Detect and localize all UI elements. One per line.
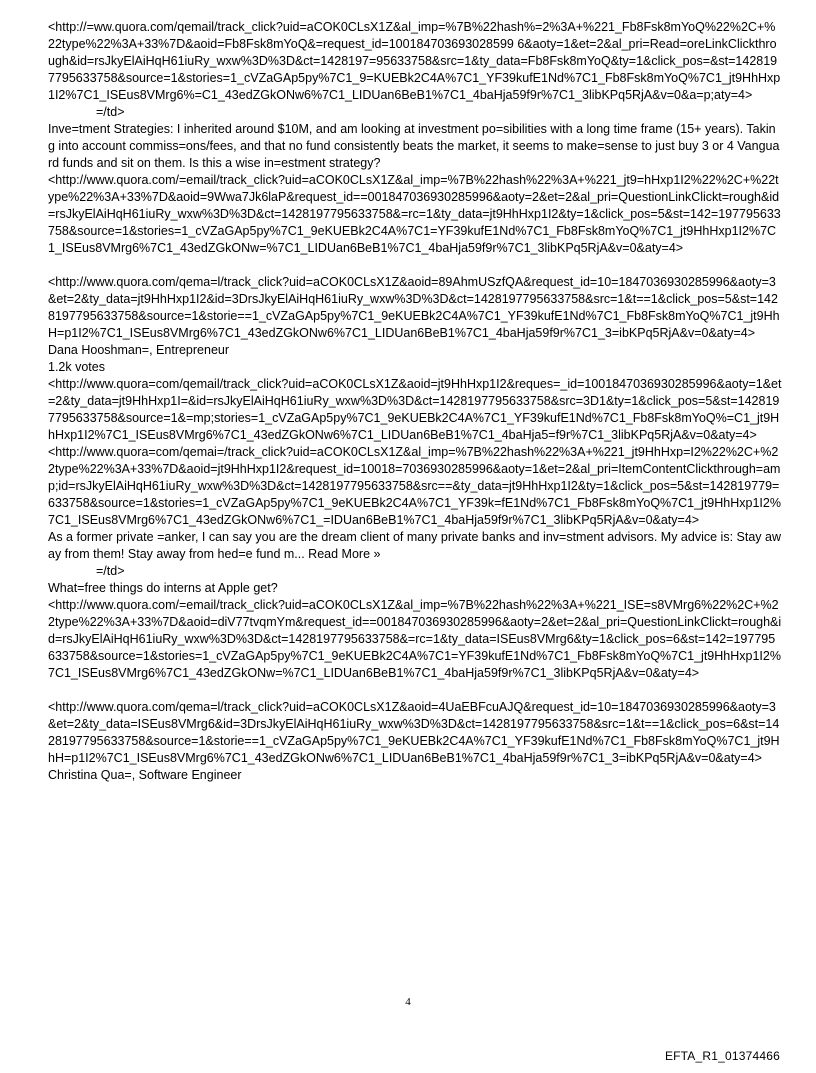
tracking-link[interactable]: <http://www.quora.com/qema=l/track_click?uid=aCOK0CLsX1Z&aoid=4UaEBFcuAJQ&request_id=10=1847036930285996&aoty=3&et=2&ty_data=ISEus8VMrg6&id=3DrsJkyElAiHqH61iuRy_wxw%3D%3D&ct=1428197795633758&src=1&t==1&click_pos=6&st=1428197795633758&source=1&storie==1_cVZaGAp5py%7C1_9eKUEBk2C4A%7C1_YF39kufE1Nd%7C1_Fb8Fsk8mYoQ%7C1_jt9HhH=p1I2%7C1_ISEus8VMrg6%7C1_43edZGkONw6%7C1_LIDUan6BeB1%7C1_4baHja59f9r%7C1_3=ibKPq5RjA&v=0&aty=4> — [48, 700, 780, 765]
answer-excerpt: As a former private =anker, I can say you are the dream client of many private banks and inv=stment advisors. My advice is: Stay away from them! Stay away from hed=e fund m... Read More » — [48, 530, 781, 561]
tracking-link[interactable]: <http://www.quora.com/qema=l/track_click?uid=aCOK0CLsX1Z&aoid=89AhmUSzfQA&request_id=10=1847036930285996&aoty=3&et=2&ty_data=jt9HhHxp1I2&id=3DrsJkyElAiHqH61iuRy_wxw%3D%3D&ct=1428197795633758&src=1&t==1&click_pos=5&st=1428197795633758&source=1&storie==1_cVZaGAp5py%7C1_9eKUEBk2C4A%7C1_YF39kufE1Nd%7C1_Fb8Fsk8mYoQ%7C1_jt9HhH=p1I2%7C1_ISEus8VMrg6%7C1_43edZGkONw6%7C1_LIDUan6BeB1%7C1_4baHja59f9r%7C1_3=ibKPq5RjA&v=0&aty=4> — [48, 275, 780, 340]
blank-line — [48, 257, 782, 274]
answer-author: Christina Qua=, Software Engineer — [48, 768, 242, 782]
blank-line — [48, 682, 782, 699]
tracking-link[interactable]: <http://=ww.quora.com/qemail/track_click?uid=aCOK0CLsX1Z&al_imp=%7B%22hash%=2%3A+%221_Fb8Fsk8mYoQ%22%2C+%22type%22%3A+33%7D&aoid=Fb8Fsk8mYoQ&=request_id=100184703693028599 6&aoty=1&et=2&al_pri=Read=oreLinkClickthrough&id=rsJkyElAiHqH61iuRy_wxw%3D%3D&ct=1428197=95633758&src=1&ty_data=Fb8Fsk8mYoQ&ty=1&click_pos=&st=1428197795633758&source=1&stories=1_cVZaGAp5py%7C1_9=KUEBk2C4A%7C1_YF39kufE1Nd%7C1_Fb8Fsk8mYoQ%7C1_jt9HhHxp1I2%7C1_ISEus8VMrg6%=C1_43edZGkONw6%7C1_LIDUan6BeB1%7C1_4baHja59f9r%7C1_3libKPq5RjA&v=0&a=p;aty=4> — [48, 20, 781, 102]
document-body — [48, 19, 782, 784]
tracking-link[interactable]: <http://www.quora.com/=email/track_click?uid=aCOK0CLsX1Z&al_imp=%7B%22hash%22%3A+%221_jt9=hHxp1I2%22%2C+%22type%22%3A+33%7D&aoid=9Wwa7Jk6laP&request_id==001847036930285996&aoty=2&et=2&al_pri=QuestionLinkClickt=rough&id=rsJkyElAiHqH61iuRy_wxw%3D%3D&ct=1428197795633758&=rc=1&ty_data=jt9HhHxp1I2&ty=1&click_pos=5&st=142=197795633758&source=1&stories=1_cVZaGAp5py%7C1_9eKUEBk2C4A%7C1=YF39kufE1Nd%7C1_Fb8Fsk8mYoQ%7C1_jt9HhHxp1I2%7C1_ISEus8VMrg6%7C1_43edZGkONw=%7C1_LIDUan6BeB1%7C1_4baHja59f9r%7C1_3libKPq5RjA&v=0&aty=4> — [48, 173, 781, 255]
html-fragment: =/td> — [96, 105, 125, 119]
tracking-link[interactable]: <http://www.quora.com/=email/track_click?uid=aCOK0CLsX1Z&al_imp=%7B%22hash%22%3A+%221_ISE=s8VMrg6%22%2C+%22type%22%3A+33%7D&aoid=diV77tvqmYm&request_id==001847036930285996&aoty=2&et=2&al_pri=QuestionLinkClickt=rough&id=rsJkyElAiHqH61iuRy_wxw%3D%3D&ct=1428197795633758&=rc=1&ty_data=ISEus8VMrg6&ty=1&click_pos=6&st=142=197795633758&source=1&stories=1_cVZaGAp5py%7C1_9eKUEBk2C4A%7C1=YF39kufE1Nd%7C1_Fb8Fsk8mYoQ%7C1_jt9HhHxp1I2%7C1_ISEus8VMrg6%7C1_43edZGkONw=%7C1_LIDUan6BeB1%7C1_4baHja59f9r%7C1_3libKPq5RjA&v=0&aty=4> — [48, 598, 782, 680]
answer-author: Dana Hooshman=, Entrepreneur — [48, 343, 230, 357]
html-fragment: =/td> — [96, 564, 125, 578]
page-number: 4 — [405, 996, 411, 1008]
question-text: Inve=tment Strategies: I inherited around $10M, and am looking at investment po=sibilities with a long time frame (15+ years). Taking into account commiss=ons/fees, and that no fund consistently beats the market, it seems to make=sense to just buy 3 or 4 Vanguard funds and sit on them. Is this a wise in=estment strategy? — [48, 122, 780, 170]
document-id: EFTA_R1_01374466 — [664, 1049, 780, 1063]
vote-count: 1.2k votes — [48, 360, 105, 374]
tracking-link[interactable]: <http://www.quora=com/qemail/track_click?uid=aCOK0CLsX1Z&aoid=jt9HhHxp1I2&reques=_id=1001847036930285996&aoty=1&et=2&ty_data=jt9HhHxp1I=&id=rsJkyElAiHqH61iuRy_wxw%3D%3D&ct=1428197795633758&src=3D1&ty=1&click_pos=5&st=1428197795633758&source=1&=mp;stories=1_cVZaGAp5py%7C1_9eKUEBk2C4A%7C1_YF39kufE1Nd%7C1_Fb8Fsk8mYoQ%=C1_jt9HhHxp1I2%7C1_ISEus8VMrg6%7C1_43edZGkONw6%7C1_LIDUan6BeB1%7C1_4baHja5=f9r%7C1_3libKPq5RjA&v=0&aty=4> — [48, 377, 782, 442]
question-text: What=free things do interns at Apple get? — [48, 581, 278, 595]
tracking-link[interactable]: <http://www.quora=com/qemai=/track_click?uid=aCOK0CLsX1Z&al_imp=%7B%22hash%22%3A+%221_jt9HhHxp=I2%22%2C+%22type%22%3A+33%7D&aoid=jt9HhHxp1I2&request_id=10018=7036930285996&aoty=1&et=2&al_pri=ItemContentClickthrough=amp;id=rsJkyElAiHqH61iuRy_wxw%3D%3D&ct=1428197795633758&src==&ty_data=jt9HhHxp1I2&ty=1&click_pos=5&st=142819779=633758&source=1&stories=1_cVZaGAp5py%7C1_9eKUEBk2C4A%7C1_YF39k=fE1Nd%7C1_Fb8Fsk8mYoQ%7C1_jt9HhHxp1I2%7C1_ISEus8VMrg6%7C1_43edZGkONw6%7C1_=IDUan6BeB1%7C1_4baHja59f9r%7C1_3libKPq5RjA&v=0&aty=4> — [48, 445, 781, 527]
